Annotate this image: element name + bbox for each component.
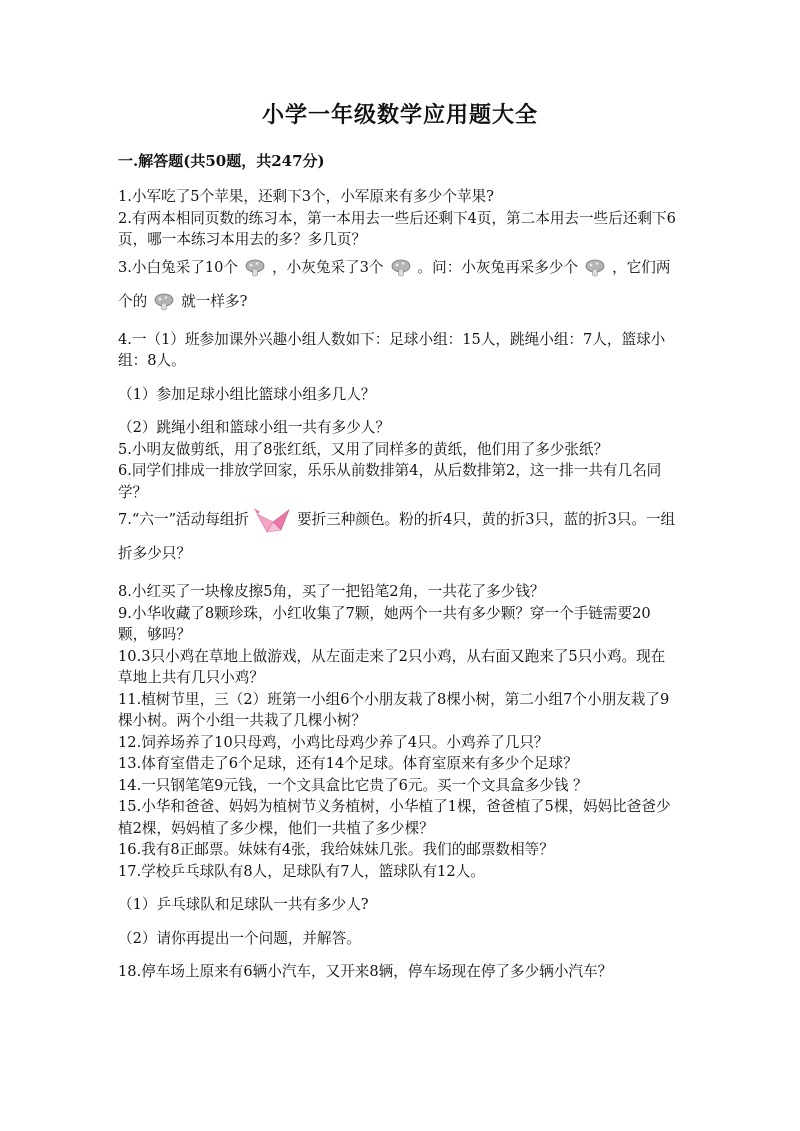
question-3-part-d: ，它们两个的	[118, 258, 671, 310]
paper-crane-icon	[253, 504, 293, 536]
mushroom-icon	[584, 257, 606, 279]
question-7-part-b: 要折三种颜色。粉的折4只，黄的折3只，蓝的折3只。一组折多少只？	[118, 511, 676, 562]
question-17-sub-2: （2）请你再提出一个问题，并解答。	[118, 929, 361, 947]
question-12: 12.饲养场养了10只母鸡，小鸡比母鸡少养了4只。小鸡养了几只？	[118, 733, 549, 751]
question-4-sub-2: （2）跳绳小组和篮球小组一共有多少人？	[118, 419, 390, 436]
question-6: 6.同学们排成一排放学回家，乐乐从前数排第4，从后数排第2，这一排一共有几名同学？	[118, 462, 662, 501]
page-title: 小学一年级数学应用题大全	[261, 102, 538, 128]
question-4: 4.一（1）班参加课外兴趣小组人数如下：足球小组：15人，跳绳小组：7人，篮球小组：8人。	[118, 330, 666, 369]
question-18: 18.停车场上原来有6辆小汽车，又开来8辆，停车场现在停了多少辆小汽车？	[118, 963, 613, 980]
question-4-sub-1: （1）参加足球小组比篮球小组多几人？	[118, 385, 376, 403]
question-3	[118, 251, 678, 319]
question-13: 13.体育室借走了6个足球，还有14个足球。体育室原来有多少个足球？	[118, 755, 578, 772]
question-3-part-b: ，小灰兔采了3个	[272, 258, 384, 276]
question-8: 8.小红买了一块橡皮擦5角，买了一把铅笔2角，一共花了多少钱？	[118, 583, 545, 600]
question-17-sub-1: （1）乒乓球队和足球队一共有多少人?	[118, 896, 369, 913]
question-11: 11.植树节里，三（2）班第一小组6个小朋友栽了8棵小树，第二小组7个小朋友栽了9棵小树。两个小组一共栽了几棵小树？	[118, 690, 670, 729]
questions-list	[118, 186, 678, 983]
section-heading: 一.解答题(共50题，共247分)	[118, 152, 325, 170]
mushroom-icon	[244, 257, 266, 279]
question-9: 9.小华收藏了8颗珍珠，小红收集了7颗，她两个一共有多少颗？穿一个手链需要20颗，够吗？	[118, 604, 651, 643]
question-3-part-a: 3.小白兔采了10个	[118, 258, 239, 276]
question-2: 2.有两本相同页数的练习本，第一本用去一些后还剩下4页，第二本用去一些后还剩下6页，哪一本练习本用去的多？多几页？	[118, 209, 676, 248]
question-14: 14.一只钢笔笔9元钱，一个文具盒比它贵了6元。买一个文具盒多少钱 ？	[118, 776, 588, 794]
question-5: 5.小明友做剪纸，用了8张红纸，又用了同样多的黄纸，他们用了多少张纸？	[118, 440, 609, 458]
question-3-part-c: 。问：小灰兔再采多少个	[417, 258, 579, 276]
question-7-part-a: 7.“六一”活动每组折	[118, 511, 250, 528]
question-1: 1.小军吃了5个苹果，还剩下3个，小军原来有多少个苹果?	[118, 188, 494, 205]
question-17: 17.学校乒乓球队有8人，足球队有7人，篮球队有12人。	[118, 862, 485, 880]
mushroom-icon	[153, 291, 175, 313]
question-10: 10.3只小鸡在草地上做游戏，从左面走来了2只小鸡，从右面又跑来了5只小鸡。现在草地上共有几只小鸡？	[118, 647, 666, 686]
mushroom-icon	[390, 257, 412, 279]
question-7	[118, 503, 678, 571]
question-15: 15.小华和爸爸、妈妈为植树节义务植树，小华植了1棵，爸爸植了5棵，妈妈比爸爸少植2棵，妈妈植了多少棵，他们一共植了多少棵？	[118, 798, 671, 837]
question-3-part-e: 就一样多?	[181, 292, 248, 310]
question-16: 16.我有8正邮票。妹妹有4张，我给妹妹几张。我们的邮票数相等？	[118, 841, 554, 858]
